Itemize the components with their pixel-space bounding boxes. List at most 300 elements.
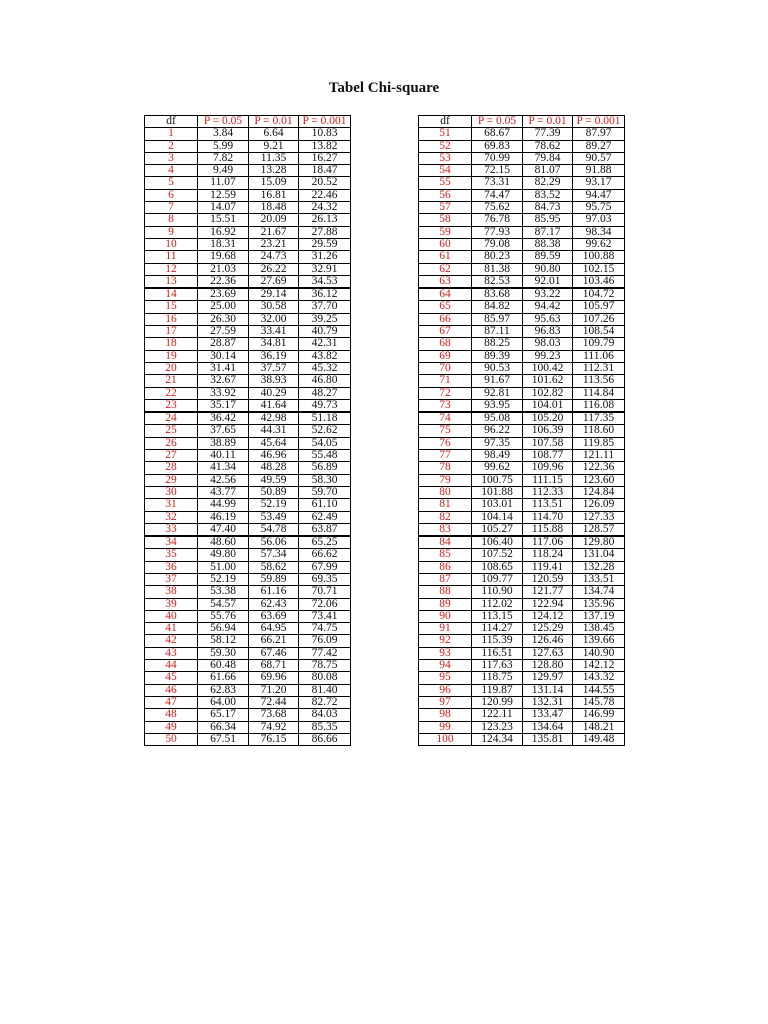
table-row <box>419 202 625 214</box>
p005-cell: 60.48 <box>198 660 249 672</box>
p001-cell: 96.83 <box>523 326 573 338</box>
df-cell: 67 <box>419 326 472 338</box>
table-row <box>419 226 625 238</box>
table-row <box>419 573 625 585</box>
table-row <box>145 128 351 140</box>
table-row <box>419 375 625 387</box>
p005-cell: 74.47 <box>472 189 523 201</box>
p0001-cell: 76.09 <box>299 635 351 647</box>
table-row <box>419 474 625 486</box>
df-cell: 32 <box>145 511 198 523</box>
p005-cell: 79.08 <box>472 238 523 250</box>
df-cell: 30 <box>145 486 198 498</box>
p005-cell: 82.53 <box>472 275 523 288</box>
p001-cell: 127.63 <box>523 647 573 659</box>
p005-cell: 73.31 <box>472 177 523 189</box>
df-cell: 11 <box>145 251 198 263</box>
p0001-cell: 48.27 <box>299 387 351 399</box>
p001-cell: 6.64 <box>249 128 299 140</box>
p001-cell: 69.96 <box>249 672 299 684</box>
p001-cell: 36.19 <box>249 350 299 362</box>
p0001-cell: 127.33 <box>573 511 625 523</box>
p001-cell: 133.47 <box>523 709 573 721</box>
p005-cell: 104.14 <box>472 511 523 523</box>
p0001-cell: 123.60 <box>573 474 625 486</box>
df-cell: 42 <box>145 635 198 647</box>
df-cell: 13 <box>145 275 198 288</box>
df-cell: 9 <box>145 226 198 238</box>
p005-cell: 100.75 <box>472 474 523 486</box>
p001-cell: 119.41 <box>523 561 573 573</box>
p001-cell: 49.59 <box>249 474 299 486</box>
p001-cell: 120.59 <box>523 573 573 585</box>
p005-cell: 53.38 <box>198 586 249 598</box>
p0001-cell: 66.62 <box>299 549 351 561</box>
p001-cell: 48.28 <box>249 462 299 474</box>
df-cell: 50 <box>145 733 198 745</box>
df-cell: 63 <box>419 275 472 288</box>
table-row <box>145 251 351 263</box>
df-cell: 81 <box>419 499 472 511</box>
p0001-cell: 140.90 <box>573 647 625 659</box>
p001-cell: 71.20 <box>249 684 299 696</box>
p005-cell: 69.83 <box>472 140 523 152</box>
p0001-cell: 43.82 <box>299 350 351 362</box>
df-cell: 41 <box>145 623 198 635</box>
p005-cell: 62.83 <box>198 684 249 696</box>
p0001-cell: 95.75 <box>573 202 625 214</box>
p005-cell: 59.30 <box>198 647 249 659</box>
df-cell: 40 <box>145 610 198 622</box>
p001-cell: 79.84 <box>523 152 573 164</box>
p005-cell: 106.40 <box>472 536 523 549</box>
p0001-cell: 124.84 <box>573 486 625 498</box>
p001-cell: 9.21 <box>249 140 299 152</box>
p005-cell: 67.51 <box>198 733 249 745</box>
p001-cell: 58.62 <box>249 561 299 573</box>
p001-cell: 134.64 <box>523 721 573 733</box>
p0001-cell: 117.35 <box>573 412 625 425</box>
table-row <box>145 189 351 201</box>
df-cell: 1 <box>145 128 198 140</box>
df-cell: 98 <box>419 709 472 721</box>
p001-cell: 106.39 <box>523 425 573 437</box>
p005-cell: 85.97 <box>472 313 523 325</box>
df-cell: 60 <box>419 238 472 250</box>
p001-cell: 42.98 <box>249 412 299 425</box>
p001-cell: 112.33 <box>523 486 573 498</box>
header-df: df <box>419 116 472 128</box>
table-row <box>419 561 625 573</box>
p0001-cell: 128.57 <box>573 523 625 536</box>
p005-cell: 93.95 <box>472 399 523 412</box>
table-row <box>419 362 625 374</box>
df-cell: 27 <box>145 450 198 462</box>
p005-cell: 81.38 <box>472 263 523 275</box>
p001-cell: 92.01 <box>523 275 573 288</box>
table-row <box>419 288 625 301</box>
df-cell: 86 <box>419 561 472 573</box>
p0001-cell: 69.35 <box>299 573 351 585</box>
df-cell: 89 <box>419 598 472 610</box>
p001-cell: 64.95 <box>249 623 299 635</box>
p001-cell: 77.39 <box>523 128 573 140</box>
table-row <box>419 238 625 250</box>
p005-cell: 96.22 <box>472 425 523 437</box>
df-cell: 44 <box>145 660 198 672</box>
p001-cell: 95.63 <box>523 313 573 325</box>
df-cell: 38 <box>145 586 198 598</box>
p001-cell: 84.73 <box>523 202 573 214</box>
p001-cell: 102.82 <box>523 387 573 399</box>
table-row <box>145 375 351 387</box>
p005-cell: 115.39 <box>472 635 523 647</box>
table-row <box>145 226 351 238</box>
table-row <box>145 450 351 462</box>
df-cell: 96 <box>419 684 472 696</box>
table-row <box>419 733 625 745</box>
p001-cell: 30.58 <box>249 301 299 313</box>
table-row <box>145 623 351 635</box>
table-row <box>419 437 625 449</box>
df-cell: 4 <box>145 165 198 177</box>
table-row <box>419 610 625 622</box>
p005-cell: 124.34 <box>472 733 523 745</box>
table-row <box>145 425 351 437</box>
p0001-cell: 135.96 <box>573 598 625 610</box>
p001-cell: 118.24 <box>523 549 573 561</box>
table-row <box>145 511 351 523</box>
p001-cell: 78.62 <box>523 140 573 152</box>
p001-cell: 66.21 <box>249 635 299 647</box>
p001-cell: 63.69 <box>249 610 299 622</box>
p0001-cell: 137.19 <box>573 610 625 622</box>
p0001-cell: 100.88 <box>573 251 625 263</box>
p005-cell: 38.89 <box>198 437 249 449</box>
p0001-cell: 93.17 <box>573 177 625 189</box>
table-row <box>145 301 351 313</box>
table-row <box>419 128 625 140</box>
p005-cell: 41.34 <box>198 462 249 474</box>
table-row <box>419 338 625 350</box>
df-cell: 64 <box>419 288 472 301</box>
p005-cell: 5.99 <box>198 140 249 152</box>
df-cell: 29 <box>145 474 198 486</box>
df-cell: 35 <box>145 549 198 561</box>
p0001-cell: 65.25 <box>299 536 351 549</box>
p005-cell: 11.07 <box>198 177 249 189</box>
df-cell: 24 <box>145 412 198 425</box>
header-p001: P = 0.01 <box>523 116 573 128</box>
table-row <box>145 313 351 325</box>
table-row <box>419 313 625 325</box>
df-cell: 61 <box>419 251 472 263</box>
p0001-cell: 85.35 <box>299 721 351 733</box>
df-cell: 10 <box>145 238 198 250</box>
p001-cell: 40.29 <box>249 387 299 399</box>
p005-cell: 64.00 <box>198 696 249 708</box>
p005-cell: 52.19 <box>198 573 249 585</box>
p005-cell: 22.36 <box>198 275 249 288</box>
p005-cell: 56.94 <box>198 623 249 635</box>
p001-cell: 11.35 <box>249 152 299 164</box>
df-cell: 17 <box>145 326 198 338</box>
df-cell: 91 <box>419 623 472 635</box>
p0001-cell: 94.47 <box>573 189 625 201</box>
p0001-cell: 61.10 <box>299 499 351 511</box>
table-row <box>419 275 625 288</box>
p001-cell: 29.14 <box>249 288 299 301</box>
p0001-cell: 52.62 <box>299 425 351 437</box>
p0001-cell: 32.91 <box>299 263 351 275</box>
table-row <box>419 301 625 313</box>
df-cell: 70 <box>419 362 472 374</box>
p005-cell: 122.11 <box>472 709 523 721</box>
p005-cell: 12.59 <box>198 189 249 201</box>
p001-cell: 104.01 <box>523 399 573 412</box>
chi-square-table-right <box>418 115 625 746</box>
p005-cell: 114.27 <box>472 623 523 635</box>
p005-cell: 21.03 <box>198 263 249 275</box>
p005-cell: 110.90 <box>472 586 523 598</box>
p0001-cell: 49.73 <box>299 399 351 412</box>
p005-cell: 123.23 <box>472 721 523 733</box>
p0001-cell: 58.30 <box>299 474 351 486</box>
p001-cell: 81.07 <box>523 165 573 177</box>
header-row <box>145 116 351 128</box>
table-row <box>145 338 351 350</box>
df-cell: 69 <box>419 350 472 362</box>
df-cell: 55 <box>419 177 472 189</box>
df-cell: 20 <box>145 362 198 374</box>
p005-cell: 15.51 <box>198 214 249 226</box>
table-row <box>419 189 625 201</box>
df-cell: 82 <box>419 511 472 523</box>
p005-cell: 33.92 <box>198 387 249 399</box>
p0001-cell: 18.47 <box>299 165 351 177</box>
table-row <box>419 214 625 226</box>
table-row <box>419 647 625 659</box>
table-row <box>419 387 625 399</box>
table-row <box>419 152 625 164</box>
table-row <box>145 474 351 486</box>
p005-cell: 108.65 <box>472 561 523 573</box>
p001-cell: 94.42 <box>523 301 573 313</box>
p0001-cell: 54.05 <box>299 437 351 449</box>
df-cell: 2 <box>145 140 198 152</box>
p001-cell: 82.29 <box>523 177 573 189</box>
table-row <box>419 350 625 362</box>
p001-cell: 23.21 <box>249 238 299 250</box>
df-cell: 90 <box>419 610 472 622</box>
p001-cell: 88.38 <box>523 238 573 250</box>
df-cell: 65 <box>419 301 472 313</box>
table-row <box>419 549 625 561</box>
p0001-cell: 74.75 <box>299 623 351 635</box>
p001-cell: 73.68 <box>249 709 299 721</box>
p005-cell: 14.07 <box>198 202 249 214</box>
table-row <box>145 238 351 250</box>
p005-cell: 66.34 <box>198 721 249 733</box>
p001-cell: 100.42 <box>523 362 573 374</box>
p001-cell: 21.67 <box>249 226 299 238</box>
table-row <box>145 647 351 659</box>
p0001-cell: 70.71 <box>299 586 351 598</box>
p0001-cell: 86.66 <box>299 733 351 745</box>
header-p0001: P = 0.001 <box>573 116 625 128</box>
table-row <box>419 635 625 647</box>
df-cell: 8 <box>145 214 198 226</box>
p005-cell: 92.81 <box>472 387 523 399</box>
table-row <box>419 486 625 498</box>
table-row <box>145 499 351 511</box>
df-cell: 99 <box>419 721 472 733</box>
df-cell: 16 <box>145 313 198 325</box>
df-cell: 26 <box>145 437 198 449</box>
p0001-cell: 46.80 <box>299 375 351 387</box>
p001-cell: 34.81 <box>249 338 299 350</box>
p005-cell: 68.67 <box>472 128 523 140</box>
df-cell: 49 <box>145 721 198 733</box>
p005-cell: 31.41 <box>198 362 249 374</box>
table-row <box>419 623 625 635</box>
p0001-cell: 87.97 <box>573 128 625 140</box>
p001-cell: 101.62 <box>523 375 573 387</box>
table-row <box>145 709 351 721</box>
table-row <box>145 387 351 399</box>
p0001-cell: 59.70 <box>299 486 351 498</box>
p005-cell: 97.35 <box>472 437 523 449</box>
p005-cell: 84.82 <box>472 301 523 313</box>
p001-cell: 93.22 <box>523 288 573 301</box>
df-cell: 6 <box>145 189 198 201</box>
table-row <box>419 511 625 523</box>
p0001-cell: 16.27 <box>299 152 351 164</box>
df-cell: 18 <box>145 338 198 350</box>
df-cell: 97 <box>419 696 472 708</box>
table-row <box>419 165 625 177</box>
p001-cell: 45.64 <box>249 437 299 449</box>
p005-cell: 80.23 <box>472 251 523 263</box>
df-cell: 12 <box>145 263 198 275</box>
p005-cell: 32.67 <box>198 375 249 387</box>
p0001-cell: 26.13 <box>299 214 351 226</box>
table-row <box>419 660 625 672</box>
df-cell: 51 <box>419 128 472 140</box>
page-title: Tabel Chi-square <box>328 80 440 96</box>
table-row <box>145 177 351 189</box>
p001-cell: 113.51 <box>523 499 573 511</box>
p0001-cell: 73.41 <box>299 610 351 622</box>
df-cell: 47 <box>145 696 198 708</box>
df-cell: 28 <box>145 462 198 474</box>
p005-cell: 47.40 <box>198 523 249 536</box>
df-cell: 7 <box>145 202 198 214</box>
p001-cell: 26.22 <box>249 263 299 275</box>
p0001-cell: 82.72 <box>299 696 351 708</box>
p005-cell: 112.02 <box>472 598 523 610</box>
p0001-cell: 138.45 <box>573 623 625 635</box>
p005-cell: 116.51 <box>472 647 523 659</box>
p001-cell: 33.41 <box>249 326 299 338</box>
df-cell: 62 <box>419 263 472 275</box>
header-p001: P = 0.01 <box>249 116 299 128</box>
p005-cell: 18.31 <box>198 238 249 250</box>
p0001-cell: 77.42 <box>299 647 351 659</box>
table-row <box>145 326 351 338</box>
table-row <box>145 610 351 622</box>
p001-cell: 50.89 <box>249 486 299 498</box>
df-cell: 76 <box>419 437 472 449</box>
p0001-cell: 126.09 <box>573 499 625 511</box>
p0001-cell: 114.84 <box>573 387 625 399</box>
p0001-cell: 143.32 <box>573 672 625 684</box>
table-row <box>145 672 351 684</box>
p005-cell: 28.87 <box>198 338 249 350</box>
table-row <box>145 598 351 610</box>
table-row <box>145 733 351 745</box>
p005-cell: 44.99 <box>198 499 249 511</box>
df-cell: 58 <box>419 214 472 226</box>
df-cell: 52 <box>419 140 472 152</box>
p001-cell: 117.06 <box>523 536 573 549</box>
p0001-cell: 42.31 <box>299 338 351 350</box>
p005-cell: 70.99 <box>472 152 523 164</box>
table-row <box>419 140 625 152</box>
chi-square-table-left <box>144 115 351 746</box>
p0001-cell: 84.03 <box>299 709 351 721</box>
df-cell: 74 <box>419 412 472 425</box>
df-cell: 48 <box>145 709 198 721</box>
header-row <box>419 116 625 128</box>
df-cell: 100 <box>419 733 472 745</box>
p0001-cell: 56.89 <box>299 462 351 474</box>
p001-cell: 98.03 <box>523 338 573 350</box>
df-cell: 23 <box>145 399 198 412</box>
df-cell: 79 <box>419 474 472 486</box>
p001-cell: 128.80 <box>523 660 573 672</box>
p001-cell: 126.46 <box>523 635 573 647</box>
p0001-cell: 62.49 <box>299 511 351 523</box>
table-row <box>145 635 351 647</box>
p0001-cell: 10.83 <box>299 128 351 140</box>
p005-cell: 7.82 <box>198 152 249 164</box>
p005-cell: 118.75 <box>472 672 523 684</box>
df-cell: 39 <box>145 598 198 610</box>
p005-cell: 23.69 <box>198 288 249 301</box>
p005-cell: 43.77 <box>198 486 249 498</box>
p005-cell: 76.78 <box>472 214 523 226</box>
p005-cell: 54.57 <box>198 598 249 610</box>
p005-cell: 9.49 <box>198 165 249 177</box>
table-row <box>145 362 351 374</box>
table-row <box>419 412 625 425</box>
df-cell: 83 <box>419 523 472 536</box>
p001-cell: 72.44 <box>249 696 299 708</box>
table-row <box>419 177 625 189</box>
p0001-cell: 63.87 <box>299 523 351 536</box>
p0001-cell: 13.82 <box>299 140 351 152</box>
table-row <box>419 536 625 549</box>
p005-cell: 103.01 <box>472 499 523 511</box>
p001-cell: 90.80 <box>523 263 573 275</box>
df-cell: 37 <box>145 573 198 585</box>
table-row <box>145 140 351 152</box>
p005-cell: 26.30 <box>198 313 249 325</box>
p005-cell: 25.00 <box>198 301 249 313</box>
p001-cell: 109.96 <box>523 462 573 474</box>
p001-cell: 62.43 <box>249 598 299 610</box>
